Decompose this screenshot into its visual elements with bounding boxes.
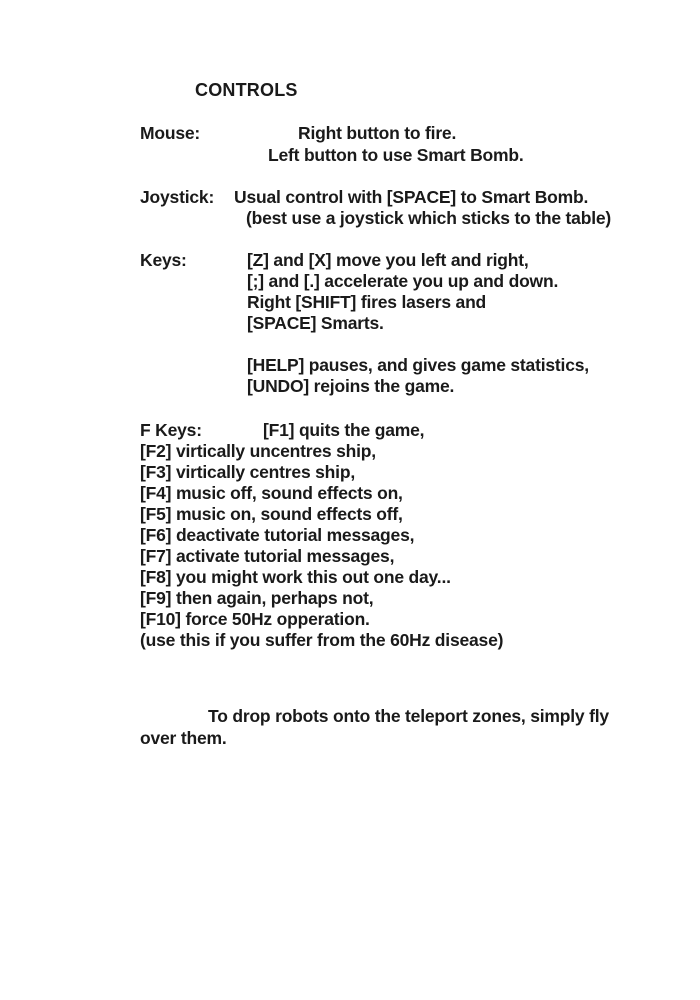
teleport-note-line-1: To drop robots onto the teleport zones, simply fly: [208, 706, 609, 726]
mouse-line-2: Left button to use Smart Bomb.: [268, 145, 524, 165]
keys-help-line-2: [UNDO] rejoins the game.: [247, 376, 455, 396]
keys-help-line-1: [HELP] pauses, and gives game statistics,: [247, 355, 589, 375]
joystick-line-1: Usual control with [SPACE] to Smart Bomb.: [234, 187, 589, 207]
keys-line-1: [Z] and [X] move you left and right,: [247, 250, 529, 270]
keys-line-3: Right [SHIFT] fires lasers and: [247, 292, 487, 312]
keys-line-4: [SPACE] Smarts.: [247, 313, 384, 333]
fkeys-line-f3: [F3] virtically centres ship,: [140, 462, 355, 482]
fkeys-line-note: (use this if you suffer from the 60Hz disease): [140, 630, 504, 650]
fkeys-line-f9: [F9] then again, perhaps not,: [140, 588, 374, 608]
keys-line-2: [;] and [.] accelerate you up and down.: [247, 271, 559, 291]
fkeys-line-f2: [F2] virtically uncentres ship,: [140, 441, 376, 461]
fkeys-line-f7: [F7] activate tutorial messages,: [140, 546, 395, 566]
joystick-line-2: (best use a joystick which sticks to the table): [246, 208, 612, 228]
fkeys-line-f10: [F10] force 50Hz opperation.: [140, 609, 370, 629]
teleport-note-line-2: over them.: [140, 728, 227, 748]
mouse-label: Mouse:: [140, 123, 201, 143]
fkeys-line-f6: [F6] deactivate tutorial messages,: [140, 525, 415, 545]
page-title: CONTROLS: [195, 80, 298, 100]
fkeys-label: F Keys:: [140, 420, 202, 440]
joystick-label: Joystick:: [140, 187, 215, 207]
fkeys-line-f4: [F4] music off, sound effects on,: [140, 483, 403, 503]
mouse-line-1: Right button to fire.: [298, 123, 457, 143]
fkeys-first-line: [F1] quits the game,: [263, 420, 425, 440]
fkeys-line-f8: [F8] you might work this out one day...: [140, 567, 451, 587]
fkeys-line-f5: [F5] music on, sound effects off,: [140, 504, 403, 524]
keys-label: Keys:: [140, 250, 187, 270]
